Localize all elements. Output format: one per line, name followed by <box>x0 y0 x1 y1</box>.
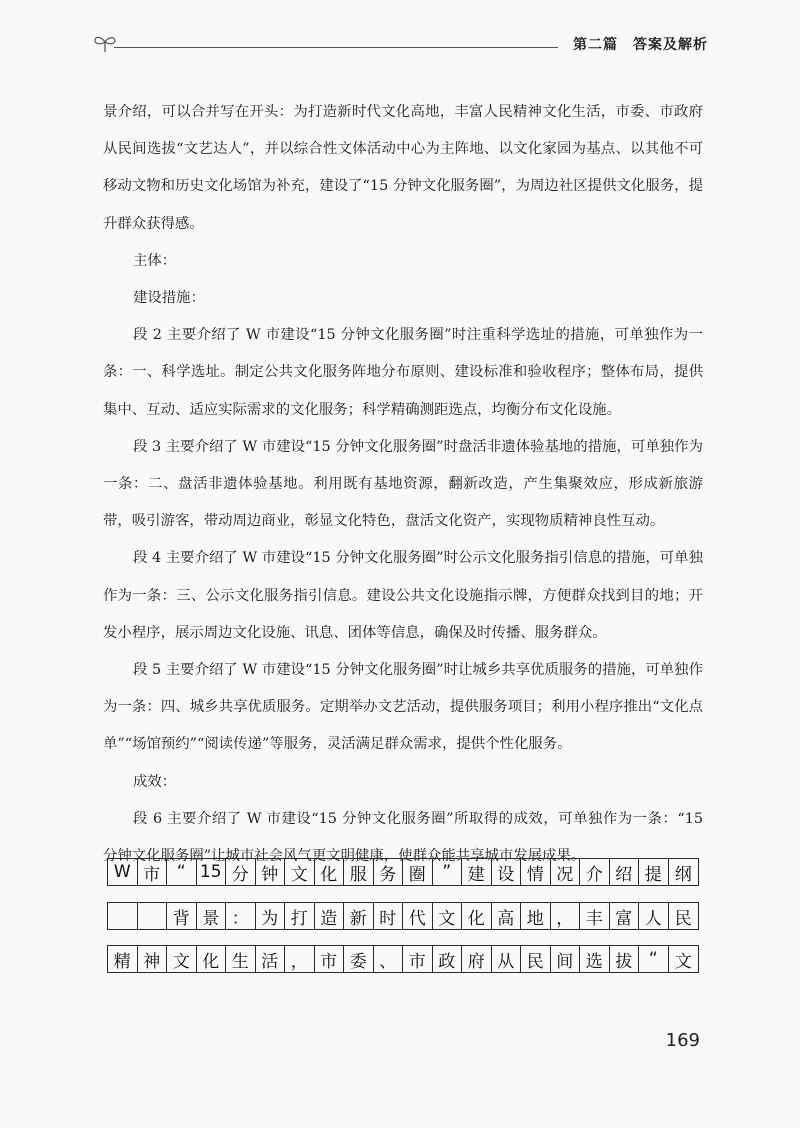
grid-cell: 钟 <box>256 859 286 885</box>
paragraph: 成效： <box>133 773 177 790</box>
grid-cell: 时 <box>374 903 404 929</box>
grid-cell: “ <box>167 859 197 885</box>
grid-cell <box>138 903 168 929</box>
grid-cell: W <box>108 859 138 885</box>
grid-cell: 纲 <box>674 864 692 885</box>
page-number: 169 <box>665 1030 700 1051</box>
grid-cell: 服 <box>344 859 374 885</box>
grid-cell: 造 <box>315 903 345 929</box>
grid-cell: 背 <box>167 903 197 929</box>
grid-cell: 文 <box>433 903 463 929</box>
grid-cell: 从 <box>492 946 522 972</box>
grid-cell: 况 <box>551 859 581 885</box>
body-text <box>103 94 703 875</box>
paragraph: 景介绍，可以合并写在开头：为打造新时代文化高地，丰富人民精神文化生活，市委、市政府从民间选拔“文艺达人”，并以综合性文体活动中心为主阵地、以文化家园为基点、以其他不可移动文物和历史文化场馆为补充，建设了“15 分钟文化服务圈”，为周边社区提供文化服务，提升群众获得感。 <box>103 104 703 232</box>
paragraph: 段 2 主要介绍了 W 市建设“15 分钟文化服务圈”时注重科学选址的措施，可单独作为一条：一、科学选址。制定公共文化服务阵地分布原则、建设标准和验收程序；整体布局，提供集中、互动、适应实际需求的文化服务；科学精确测距选点，均衡分布文化设施。 <box>103 327 703 418</box>
grid-cell: 化 <box>462 903 492 929</box>
paragraph: 建设措施： <box>133 290 205 307</box>
sprout-icon <box>92 32 118 54</box>
grid-cell: 情 <box>521 859 551 885</box>
grid-cell: 介 <box>580 859 610 885</box>
grid-cell: 间 <box>551 946 581 972</box>
grid-cell: 神 <box>138 946 168 972</box>
grid-cell: 圈 <box>403 859 433 885</box>
answer-grid-row <box>107 858 699 886</box>
grid-cell: 高 <box>492 903 522 929</box>
answer-grid-row <box>107 945 699 973</box>
grid-cell: ， <box>285 946 315 972</box>
grid-cell: 景 <box>197 903 227 929</box>
grid-cell: 活 <box>256 946 286 972</box>
grid-cell: “ <box>639 946 669 972</box>
grid-cell: 市 <box>138 859 168 885</box>
grid-cell: 提 <box>639 859 669 885</box>
paragraph: 段 5 主要介绍了 W 市建设“15 分钟文化服务圈”时让城乡共享优质服务的措施，可单独作为一条：四、城乡共享优质服务。定期举办文艺活动，提供服务项目；利用小程序推出“文化点单”“场馆预约”“阅读传递”等服务，灵活满足群众需求，提供个性化服务。 <box>103 662 703 753</box>
grid-cell: 设 <box>492 859 522 885</box>
grid-cell: 为 <box>256 903 286 929</box>
grid-cell: ： <box>226 903 256 929</box>
grid-cell: 文 <box>167 946 197 972</box>
grid-cell: 打 <box>285 903 315 929</box>
grid-cell: 拔 <box>610 946 640 972</box>
grid-cell: 精 <box>108 946 138 972</box>
grid-cell: 地 <box>521 903 551 929</box>
grid-cell: 丰 <box>580 903 610 929</box>
header-rule <box>114 47 558 48</box>
grid-cell: 富 <box>610 903 640 929</box>
grid-cell: 府 <box>462 946 492 972</box>
grid-cell: 政 <box>433 946 463 972</box>
grid-cell: 务 <box>374 859 404 885</box>
grid-cell: 化 <box>315 859 345 885</box>
grid-cell: 文 <box>285 859 315 885</box>
grid-cell: 生 <box>226 946 256 972</box>
grid-cell: 市 <box>315 946 345 972</box>
grid-cell: 分 <box>226 859 256 885</box>
grid-cell: 文 <box>674 951 692 972</box>
paragraph: 主体： <box>133 252 177 269</box>
paragraph: 段 6 主要介绍了 W 市建设“15 分钟文化服务圈”所取得的成效，可单独作为一条：“15 分钟文化服务圈”让城市社会风气更文明健康，使群众能共享城市发展成果。 <box>103 810 703 865</box>
grid-cell: 委 <box>344 946 374 972</box>
grid-cell <box>108 903 138 929</box>
grid-cell: 选 <box>580 946 610 972</box>
paragraph: 段 3 主要介绍了 W 市建设“15 分钟文化服务圈”时盘活非遗体验基地的措施，可单独作为一条：二、盘活非遗体验基地。利用既有基地资源，翻新改造，产生集聚效应，形成新旅游带，吸引游客，带动周边商业，彰显文化特色，盘活文化资产，实现物质精神良性互动。 <box>103 438 703 530</box>
grid-cell: 民 <box>521 946 551 972</box>
grid-cell: 新 <box>344 903 374 929</box>
grid-cell: 化 <box>197 946 227 972</box>
paragraph: 段 4 主要介绍了 W 市建设“15 分钟文化服务圈”时公示文化服务指引信息的措施，可单独作为一条：三、公示文化服务指引信息。建设公共文化设施指示牌，方便群众找到目的地；开发小程序，展示周边文化设施、讯息、团体等信息，确保及时传播、服务群众。 <box>103 550 703 641</box>
grid-cell: 建 <box>462 859 492 885</box>
grid-cell: 市 <box>403 946 433 972</box>
grid-cell: ” <box>433 859 463 885</box>
grid-cell: 民 <box>674 908 692 929</box>
running-header <box>92 30 708 56</box>
section-title: 第二篇 答案及解析 <box>573 37 708 53</box>
answer-grid-row <box>107 902 699 930</box>
grid-cell: 绍 <box>610 859 640 885</box>
grid-cell: 代 <box>403 903 433 929</box>
grid-cell: ， <box>551 903 581 929</box>
grid-cell: 15 <box>197 859 227 885</box>
grid-cell: 人 <box>639 903 669 929</box>
grid-cell: 、 <box>374 946 404 972</box>
